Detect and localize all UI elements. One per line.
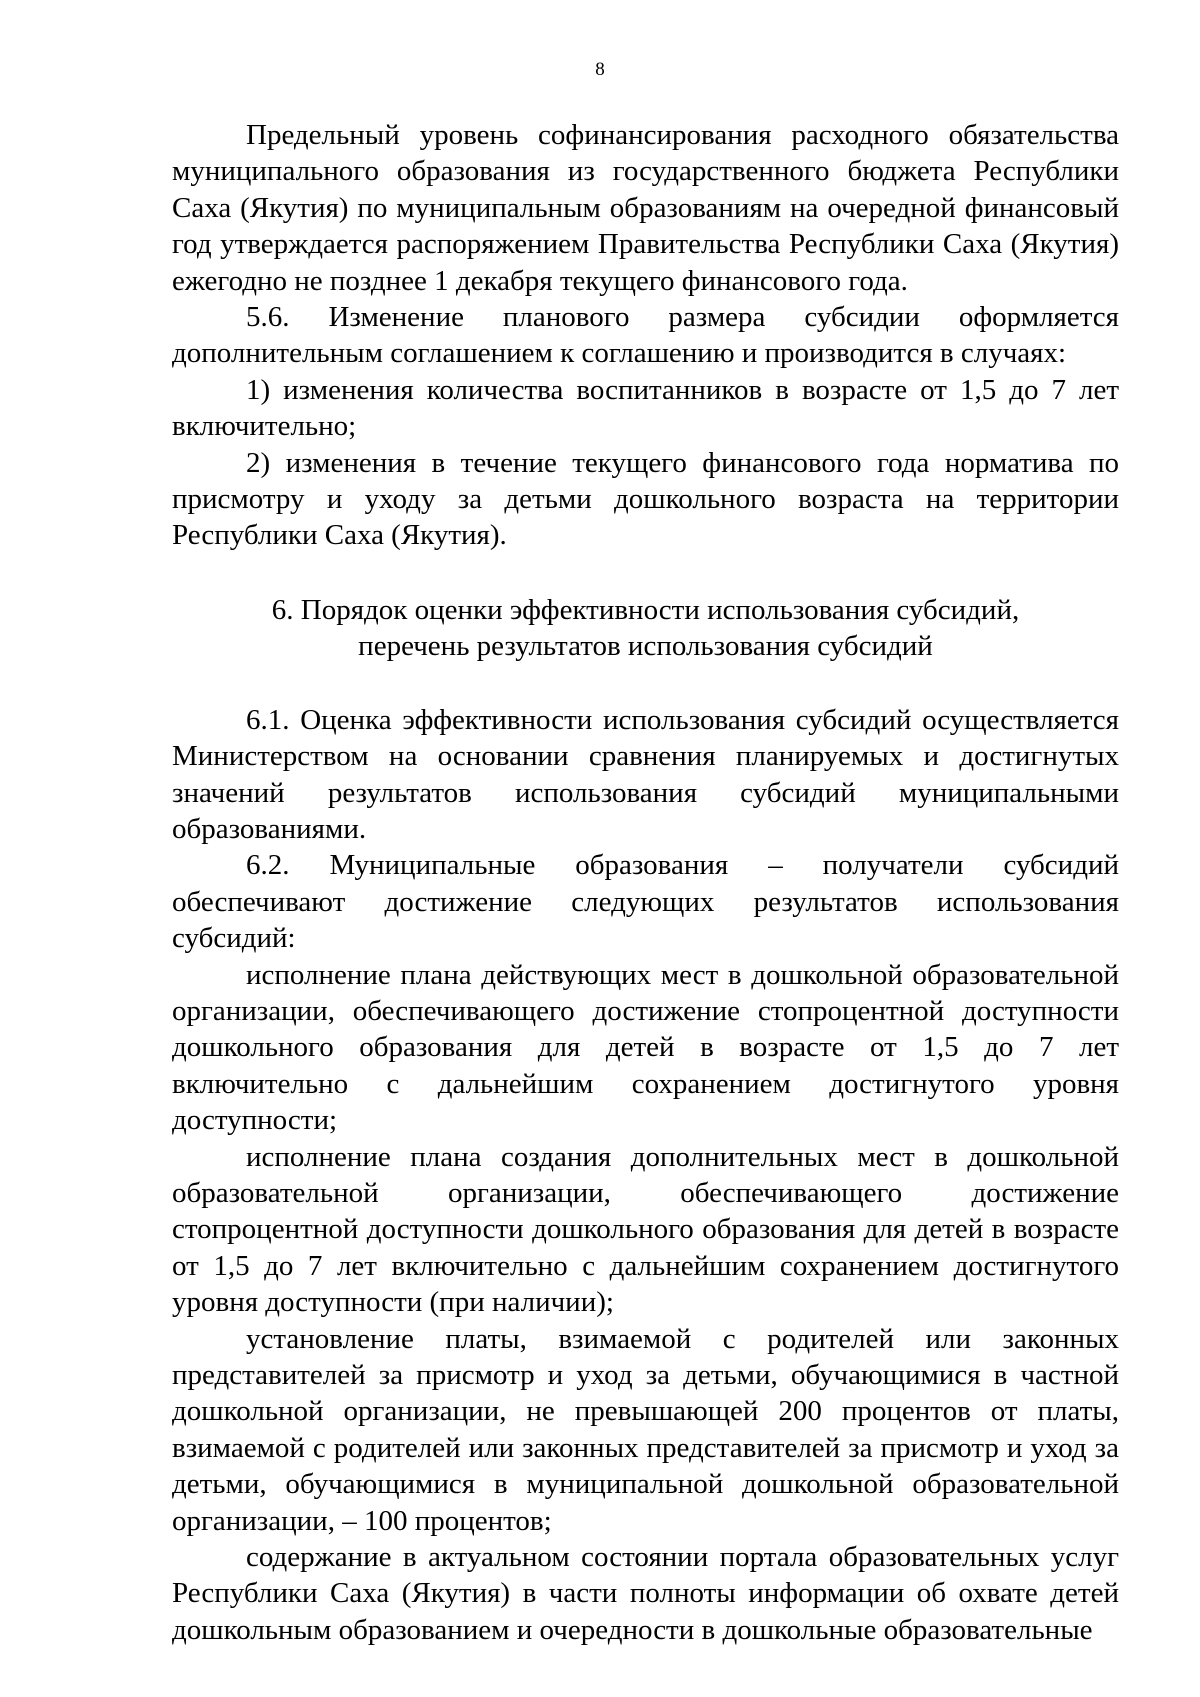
result-item-additional-places: исполнение плана создания дополнительных мест в дошкольной образовательной организации, обеспечивающего достижение стопроцентной доступности дошкольного образования для детей в возрасте от 1,5 до 7 лет включительно с дальнейшим сохранением достигнутого уровня доступности (при наличии); [172, 1140, 1119, 1319]
paragraph-cofinancing-level: Предельный уровень софинансирования расходного обязательства муниципального образования из государственного бюджета Республики Саха (Якутия) по муниципальным образованиям на очередной финансовый год утверждается распоряжением Правительства Республики Саха (Якутия) ежегодно не позднее 1 декабря текущего финансового года. [172, 119, 1119, 297]
section-heading-line-1: 6. Порядок оценки эффективности использования субсидий, [271, 593, 1020, 626]
page-number: 8 [595, 59, 605, 80]
result-item-parental-fee: установление платы, взимаемой с родителей или законных представителей за присмотр и уход за детьми, обучающимися в частной дошкольной организации, не превышающей 200 процентов от платы, взимаемой с родителей или законных представителей за присмотр и уход за детьми, обучающимися в муниципальной дошкольной образовательной организации, – 100 процентов; [172, 1322, 1119, 1537]
paragraph-5-6: 5.6. Изменение планового размера субсидии оформляется дополнительным соглашением к соглашению и производится в случаях: [172, 301, 1119, 370]
list-item-2: 2) изменения в течение текущего финансового года норматива по присмотру и уходу за детьми дошкольного возраста на территории Республики Саха (Якутия). [172, 446, 1119, 552]
document-body [172, 117, 1119, 1648]
paragraph-6-2: 6.2. Муниципальные образования – получатели субсидий обеспечивают достижение следующих результатов использования субсидий: [172, 849, 1119, 955]
result-item-existing-places: исполнение плана действующих мест в дошкольной образовательной организации, обеспечивающего достижение стопроцентной доступности дошкольного образования для детей в возрасте от 1,5 до 7 лет включительно с дальнейшим сохранением достигнутого уровня доступности; [172, 958, 1119, 1137]
list-item-1: 1) изменения количества воспитанников в возрасте от 1,5 до 7 лет включительно; [172, 373, 1119, 443]
section-heading-6 [172, 554, 1119, 702]
result-item-portal-maintenance: содержание в актуальном состоянии портала образовательных услуг Республики Саха (Якутия) в части полноты информации об охвате детей дошкольным образованием и очередности в дошкольные образовательные [172, 1541, 1119, 1646]
paragraph-6-1: 6.1. Оценка эффективности использования субсидий осуществляется Министерством на основании сравнения планируемых и достигнутых значений результатов использования субсидий муниципальными образованиями. [172, 703, 1119, 845]
section-heading-line-2: перечень результатов использования субсидий [358, 630, 933, 663]
